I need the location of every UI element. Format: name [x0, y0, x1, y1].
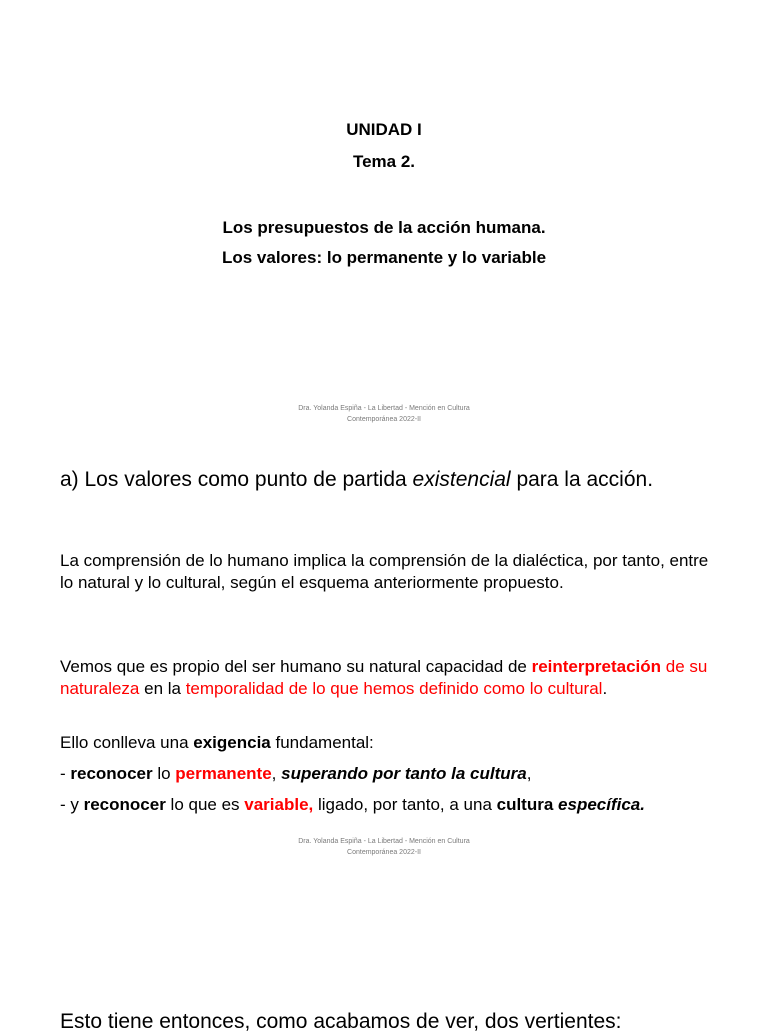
item2-cultura: cultura	[496, 795, 554, 814]
item2-text-1: lo que es	[165, 795, 245, 814]
item1-end-comma: ,	[526, 764, 532, 783]
slide-3-partial-text: Esto tiene entonces, como acabamos de ver, dos vertientes:	[60, 1010, 622, 1033]
para2-reinterpretacion: reinterpretación	[531, 657, 662, 676]
item2-text-2: ligado, por tanto, a una	[313, 795, 497, 814]
footer-line-1: Dra. Yolanda Espiña - La Libertad - Mención en Cultura	[298, 838, 470, 845]
para2-text-1: Vemos que es propio del ser humano su natural capacidad de	[60, 657, 532, 676]
footer-line-2: Contemporánea 2022-II	[347, 849, 421, 856]
item2-dash: - y	[60, 795, 84, 814]
para3-text-1: Ello conlleva una	[60, 733, 194, 752]
heading-text-2: para la acción.	[510, 468, 654, 491]
para2-naturaleza: de su naturaleza	[60, 657, 708, 698]
item1-superando: superando por tanto la cultura	[281, 764, 527, 783]
section-heading	[60, 468, 653, 492]
item1-text-1: lo	[152, 764, 176, 783]
topic-label: Tema 2.	[352, 152, 416, 171]
para3-text-2: fundamental:	[270, 733, 374, 752]
slide-2-footer	[0, 836, 768, 858]
list-item-2	[60, 794, 720, 816]
heading-emphasis: existencial	[412, 468, 511, 491]
item1-dash: -	[60, 764, 71, 783]
title-line-2: Los valores: lo permanente y lo variable	[221, 248, 547, 267]
item1-reconocer: reconocer	[70, 764, 153, 783]
para2-temporalidad: temporalidad de lo que hemos definido como lo cultural	[185, 679, 603, 698]
para2-text-2: en la	[139, 679, 186, 698]
paragraph-3	[60, 732, 720, 754]
paragraph-2	[60, 656, 720, 700]
item2-especifica: específica.	[558, 795, 645, 814]
item2-variable: variable,	[244, 795, 314, 814]
title-line-1: Los presupuestos de la acción humana.	[222, 218, 546, 237]
paragraph-1: La comprensión de lo humano implica la comprensión de la dialéctica, por tanto, entre lo natural y lo cultural, según el esquema anteriormente propuesto.	[60, 551, 709, 592]
slide-1-footer	[0, 403, 768, 425]
heading-text-1: a) Los valores como punto de partida	[60, 468, 413, 491]
para3-exigencia: exigencia	[193, 733, 271, 752]
unit-label: UNIDAD I	[346, 120, 422, 139]
item1-comma: ,	[271, 764, 282, 783]
para2-period: .	[602, 679, 608, 698]
footer-line-1: Dra. Yolanda Espiña - La Libertad - Mención en Cultura	[298, 405, 470, 412]
list-item-1	[60, 763, 720, 785]
item1-permanente: permanente	[175, 764, 272, 783]
item2-reconocer: reconocer	[83, 795, 166, 814]
footer-line-2: Contemporánea 2022-II	[347, 416, 421, 423]
